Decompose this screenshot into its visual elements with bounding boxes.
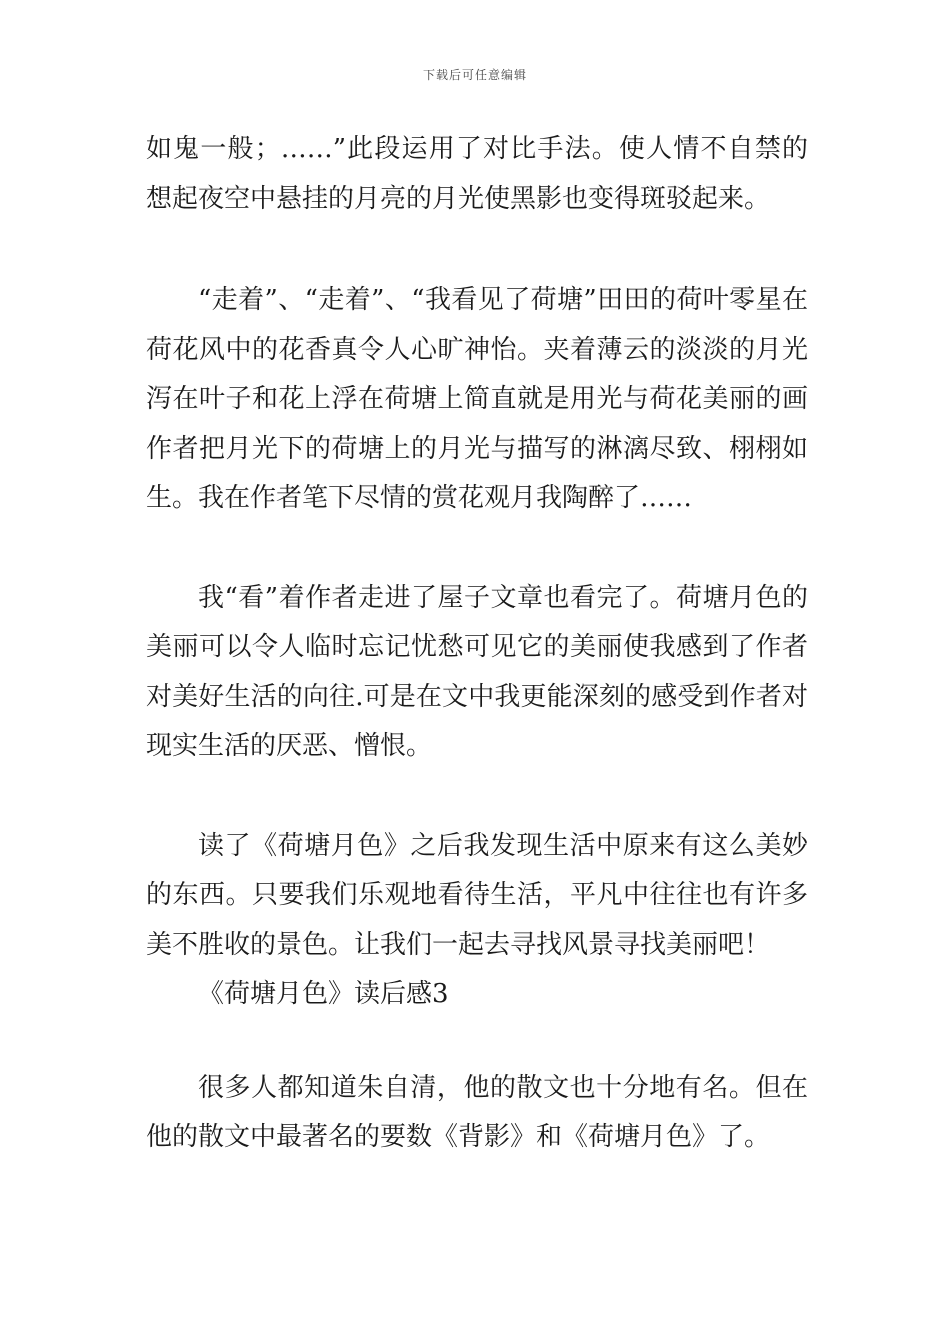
- header-note: 下载后可任意编辑: [422, 68, 527, 82]
- section-heading: 《荷塘月色》读后感3: [198, 979, 449, 1009]
- paragraph: “走着”、“走着”、“我看见了荷塘”田田的荷叶零星在荷花风中的花香真令人心旷神怡。夹着薄云的淡淡的月光泻在叶子和花上浮在荷塘上简直就是用光与荷花美丽的画作者把月光下的荷塘上的月光与描写的淋漓尽致、栩栩如生。我在作者笔下尽情的赏花观月我陶醉了……: [146, 285, 808, 513]
- paragraph-continued: 如鬼一般；……”此段运用了对比手法。使人情不自禁的想起夜空中悬挂的月亮的月光使黑影也变得斑驳起来。: [146, 134, 808, 214]
- paragraph: 读了《荷塘月色》之后我发现生活中原来有这么美妙的东西。只要我们乐观地看待生活，平凡中往往也有许多美不胜收的景色。让我们一起去寻找风景寻找美丽吧！: [146, 830, 808, 960]
- paragraph: 我“看”着作者走进了屋子文章也看完了。荷塘月色的美丽可以令人临时忘记忧愁可见它的美丽使我感到了作者对美好生活的向往.可是在文中我更能深刻的感受到作者对现实生活的厌恶、憎恨。: [146, 582, 808, 761]
- paragraph: 很多人都知道朱自清，他的散文也十分地有名。但在他的散文中最著名的要数《背影》和《荷塘月色》了。: [146, 1072, 808, 1152]
- document-body: [146, 125, 808, 1163]
